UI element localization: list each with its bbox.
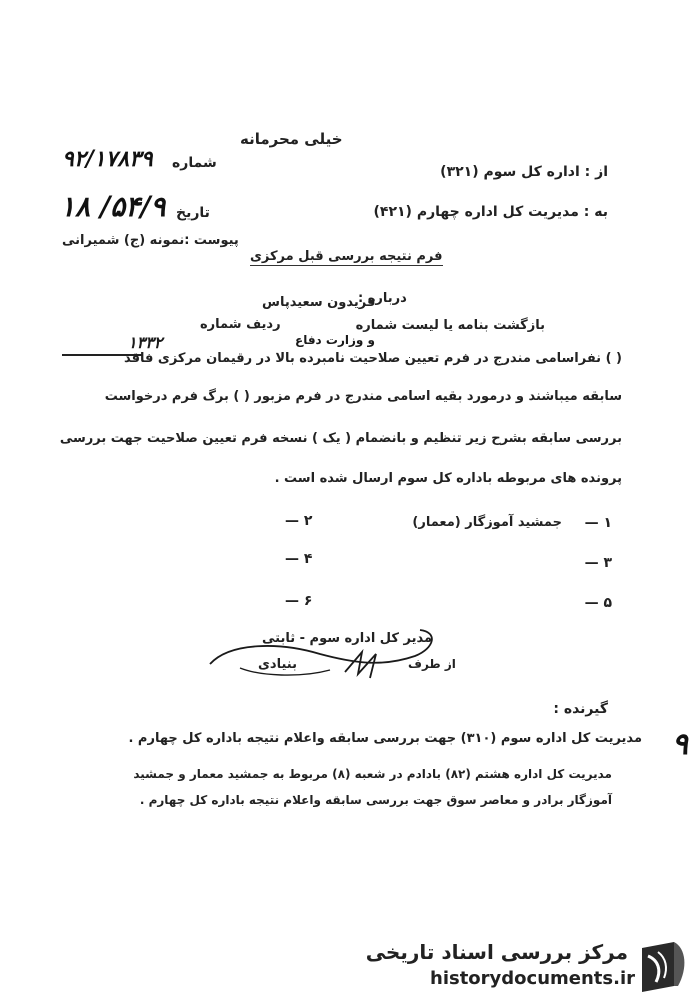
body-line-4: پرونده های مربوطه باداره کل سوم ارسال شده است . <box>274 471 622 486</box>
to-line: به : مدیریت کل اداره چهارم (۴۲۱) <box>373 204 608 220</box>
recipient-line-3: آموزگار برادر و معاصر سوق جهت بررسی سابقه واعلام نتیجه باداره کل چهارم . <box>139 793 612 807</box>
list-item-5-number: ۵ — <box>584 595 612 611</box>
list-item-4-number: ۴ — <box>285 551 313 567</box>
attachment-line: پیوست :نمونه (ج) شمیرانی <box>62 233 239 248</box>
date-value: ۵۴/۹/ ۱۸ <box>60 190 166 223</box>
subject-value: فریدون سعیدپاس <box>262 295 376 310</box>
signature-role: از طرف <box>408 657 456 671</box>
watermark <box>365 932 700 1001</box>
reference-text: بازگشت بنامه یا لیست شماره <box>355 318 545 333</box>
underline-dash <box>62 354 142 356</box>
body-line-3: بررسی سابقه بشرح زیر تنظیم و بانضمام ( یک ) نسخه فرم تعیین صلاحیت جهت بررسی <box>59 431 622 446</box>
body-line-2: سابقه میباشند و درمورد بقیه اسامی مندرج در فرم مزبور ( ) برگ فرم درخواست <box>104 389 622 404</box>
list-item-6-number: ۶ — <box>285 593 313 609</box>
subject-label: درباره : <box>358 291 407 306</box>
list-item-1-number: ۱ — <box>584 515 612 531</box>
watermark-url: historydocuments.ir <box>430 968 635 989</box>
margin-note: ۹ <box>671 727 688 762</box>
recipient-line-2: مدیریت کل اداره هشتم (۸۲) بادادم در شعبه (۸) مربوط به جمشید معمار و جمشید <box>133 767 612 781</box>
recipient-line-1: مدیریت کل اداره سوم (۳۱۰) جهت بررسی سابقه واعلام نتیجه باداره کل چهارم . <box>128 731 642 746</box>
list-item-2-number: ۲ — <box>285 513 313 529</box>
from-line: از : اداره کل سوم (۳۲۱) <box>440 164 608 180</box>
watermark-title: مرکز بررسی اسناد تاریخی <box>365 940 628 964</box>
row-label: ردیف شماره <box>200 317 281 332</box>
signature-title: مدیر کل اداره سوم - ثابتی <box>262 631 433 646</box>
number-value: ۹۲/۱۷۸۳۹ <box>62 146 153 172</box>
number-label: شماره <box>172 155 217 171</box>
body-line-1: ( ) نفراسامی مندرج در فرم تعیین صلاحیت نامبرده بالا در رقیمان مرکزی فاقد <box>123 351 622 366</box>
handwritten-signature <box>200 612 460 692</box>
list-item-3-number: ۳ — <box>584 555 612 571</box>
date-label: تاریخ <box>176 205 210 221</box>
ministry-note: و وزارت دفاع <box>295 333 375 347</box>
archive-logo-icon <box>634 938 692 996</box>
signature-name: بنیادی <box>258 657 297 672</box>
recipients-label: گیرنده : <box>553 701 608 717</box>
classification-heading: خیلی محرمانه <box>240 130 343 148</box>
list-item-1-text: جمشید آموزگار (معمار) <box>412 515 562 530</box>
handwritten-year: ۱۳۳۲ <box>128 333 163 352</box>
form-title: فرم نتیجه بررسی قبل مرکزی <box>250 249 443 264</box>
